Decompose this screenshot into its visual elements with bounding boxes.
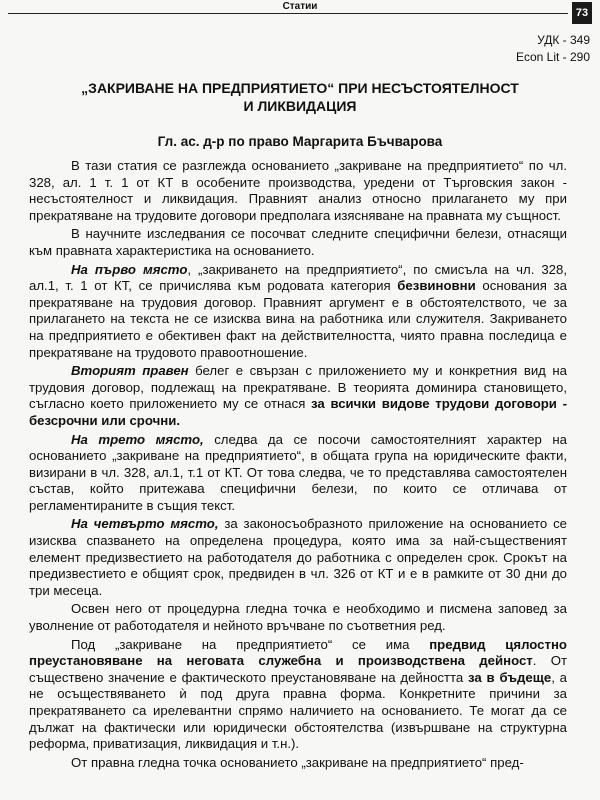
header-rule <box>8 13 568 14</box>
paragraph-2: В научните изследвания се посочват следните специфични белези, отнасящи към правната характеристика на основанието. <box>29 226 567 258</box>
paragraph-3 <box>29 262 567 362</box>
paragraph-3-lead: На първо място <box>71 261 188 277</box>
title-line-2: И ЛИКВИДАЦИЯ <box>243 98 357 114</box>
paragraph-7: Освен него от процедурна гледна точка е необходимо и писмена заповед за уволнение от работодателя и нейното връчване по съответния ред. <box>29 601 567 634</box>
paragraph-3-emphasis: безвиновни <box>397 278 476 294</box>
paragraph-6-text: за законосъобразното приложение на основанието се изисква спазването на определена процедура, която има за най-същественият елемент предизвестието на работодателя до работника с определен срок. Срокът на предизвестието е общият срок, предвиден в чл. 326 от КТ и е в рамките от 30 дни до три месеца. <box>29 516 567 598</box>
paragraph-5-lead: На трето място, <box>71 431 204 447</box>
paragraph-8-emphasis: предвид цялостно преустановяване на неговата служебна и производствена дейност <box>29 636 567 669</box>
title-line-1: „ЗАКРИВАНЕ НА ПРЕДПРИЯТИЕТО“ ПРИ НЕСЪСТОЯТЕЛНОСТ <box>81 80 519 96</box>
econlit-code: Econ Lit - 290 <box>515 50 590 64</box>
page-number-badge: 73 <box>572 2 592 24</box>
paragraph-5 <box>29 432 567 515</box>
paragraph-8-text-a: Под „закриване на предприятието“ се има <box>71 636 430 652</box>
paragraph-3-text-a: , „закриването на предприятието“, по смисъла на чл. 328, ал.1, т. 1 от КТ, се причислява към родовата категория <box>29 261 567 294</box>
udk-code: УДК - 349 <box>537 33 590 47</box>
paragraph-4 <box>29 363 567 429</box>
article-author: Гл. ас. д-р по право Маргарита Бъчварова <box>157 134 443 149</box>
paragraph-8 <box>29 637 567 753</box>
classification-codes <box>516 32 590 66</box>
paragraph-9: От правна гледна точка основанието „закриване на предприятието“ пред- <box>71 754 524 770</box>
paragraph-4-text-a: белег е свързан с приложението му и конкретния вид на трудовия договор, подлежащ на прекратяване. В теорията доминира становището, съгласно което приложението му се отнася <box>29 363 568 412</box>
paragraph-8-text-c: , а не осъществяването ѝ под друга правна форма. Конкретните причини за прекратяването са ирелевантни спрямо наличието на основанието. Те могат да се дължат на фактически или юридически обстоятелства (извършване на структурна реформа, приватизация, ликвидация и т.н.). <box>29 669 567 752</box>
running-header <box>0 0 600 19</box>
section-title: Статии <box>282 1 318 12</box>
paragraph-8-emphasis-2: за в бъдеще <box>468 669 552 685</box>
article-body <box>29 158 567 773</box>
paragraph-6-lead: На четвърто място, <box>71 516 219 532</box>
paragraph-4-lead: Вторият правен <box>71 363 189 379</box>
paragraph-8-text-b: . От съществено значение е фактическото преустановяване на дейността <box>29 653 567 685</box>
paragraph-3-text-b: основания за прекратяване на трудовия договор. Правният аргумент е в обстоятелството, че за прилагането на текста не се изисква вина на работника или служителя. Закриването на предприятието е обективен факт на действителността, чиято правна последица е прекратяване на трудовото правоотношение. <box>29 278 567 360</box>
paragraph-4-emphasis: за всички видове трудови договори - безсрочни или срочни. <box>29 396 567 428</box>
paragraph-1: В тази статия се разглежда основанието „закриване на предприятието“ по чл. 328, ал. 1 т. 1 от КТ в особените производства, уредени от Търговския закон - несъстоятелност и ликвидация. Правният анализ относно прилагането му при прекратяване на трудовите договори предполага изясняване на правната му същност. <box>29 158 567 223</box>
paragraph-5-text: следва да се посочи самостоятелният характер на основанието „закриване на предприятието“, в общата група на юридическите факти, визирани в чл. 328, ал.1, т.1 от КТ. От това следва, че то представлява самостоятелен състав, който притежава специфични белези, по които се отличава от регламентираните в същия текст. <box>29 431 567 513</box>
paragraph-6 <box>29 516 567 599</box>
article-title <box>40 79 560 115</box>
